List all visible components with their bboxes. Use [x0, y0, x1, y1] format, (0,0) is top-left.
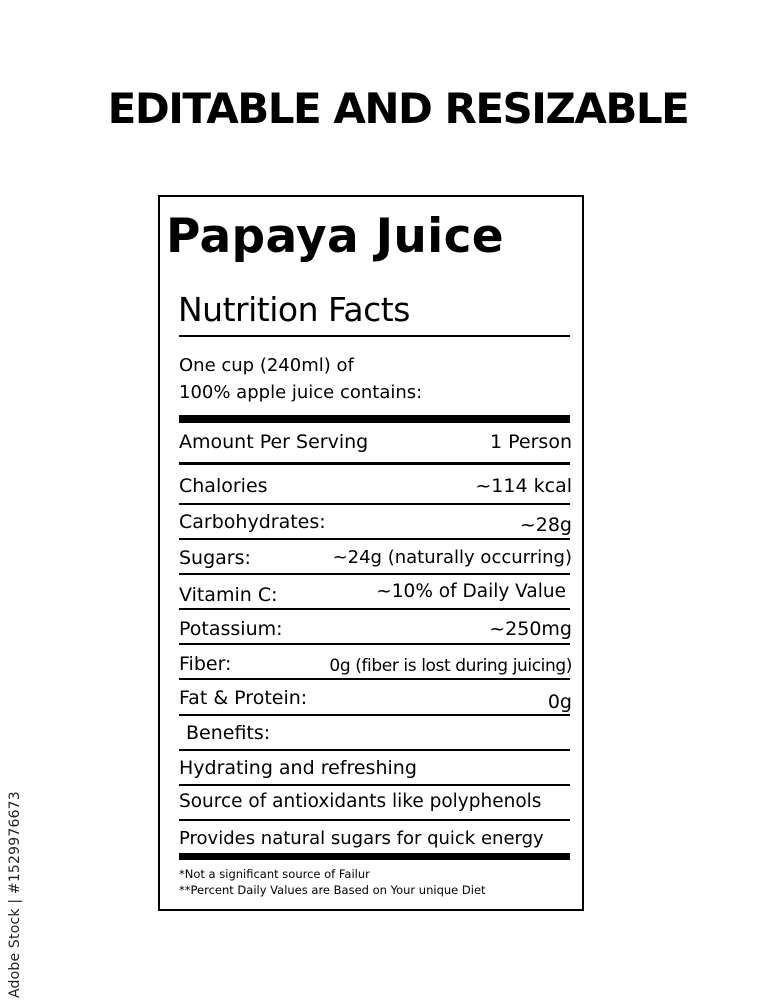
row-value: 0g (fiber is lost during juicing)	[329, 656, 572, 676]
row-value: ~24g (naturally occurring)	[332, 547, 572, 568]
row-value: ~28g	[519, 514, 572, 536]
serving-line-1: One cup (240ml) of	[179, 355, 354, 376]
row-rule	[179, 608, 570, 610]
row-value: 0g	[547, 691, 572, 713]
product-name: Papaya Juice	[166, 209, 504, 264]
row-rule	[179, 749, 570, 751]
row-rule	[179, 573, 570, 575]
row-label: Provides natural sugars for quick energy	[179, 828, 544, 849]
row-rule	[179, 714, 570, 716]
row-label: Source of antioxidants like polyphenols	[179, 791, 542, 812]
facts-title: Nutrition Facts	[178, 290, 410, 329]
row-label: Fat & Protein:	[179, 687, 308, 709]
row-rule	[179, 784, 570, 786]
row-value: ~114 kcal	[475, 475, 572, 497]
row-rule	[179, 819, 570, 821]
headline: EDITABLE AND RESIZABLE	[107, 84, 689, 133]
row-label: Carbohydrates:	[179, 511, 326, 533]
row-label: Potassium:	[179, 618, 283, 640]
nutrition-label	[158, 195, 584, 911]
row-label: Fiber:	[179, 653, 232, 675]
row-label: Chalories	[179, 475, 268, 497]
row-rule	[179, 503, 570, 505]
stock-credit: Adobe Stock | #1529976673	[7, 791, 23, 998]
row-rule	[179, 678, 570, 680]
serving-description	[179, 352, 574, 406]
row-label: Benefits:	[186, 722, 271, 744]
row-value: 1 Person	[490, 431, 572, 453]
row-label: Vitamin C:	[179, 584, 278, 606]
footnote-1: *Not a significant source of Failur	[179, 867, 370, 881]
footnote-2: **Percent Daily Values are Based on Your unique Diet	[179, 883, 486, 897]
thick-rule-bottom	[179, 853, 570, 860]
row-value: ~250mg	[489, 618, 572, 640]
row-label: Hydrating and refreshing	[179, 757, 417, 779]
row-label: Amount Per Serving	[179, 431, 369, 453]
thick-rule-top	[179, 415, 570, 423]
row-rule	[179, 462, 570, 465]
row-rule	[179, 643, 570, 645]
row-value: ~10% of Daily Value	[376, 581, 566, 602]
row-rule	[179, 538, 570, 540]
serving-line-2: 100% apple juice contains:	[179, 382, 423, 403]
row-label: Sugars:	[179, 547, 251, 569]
title-rule	[179, 335, 570, 337]
